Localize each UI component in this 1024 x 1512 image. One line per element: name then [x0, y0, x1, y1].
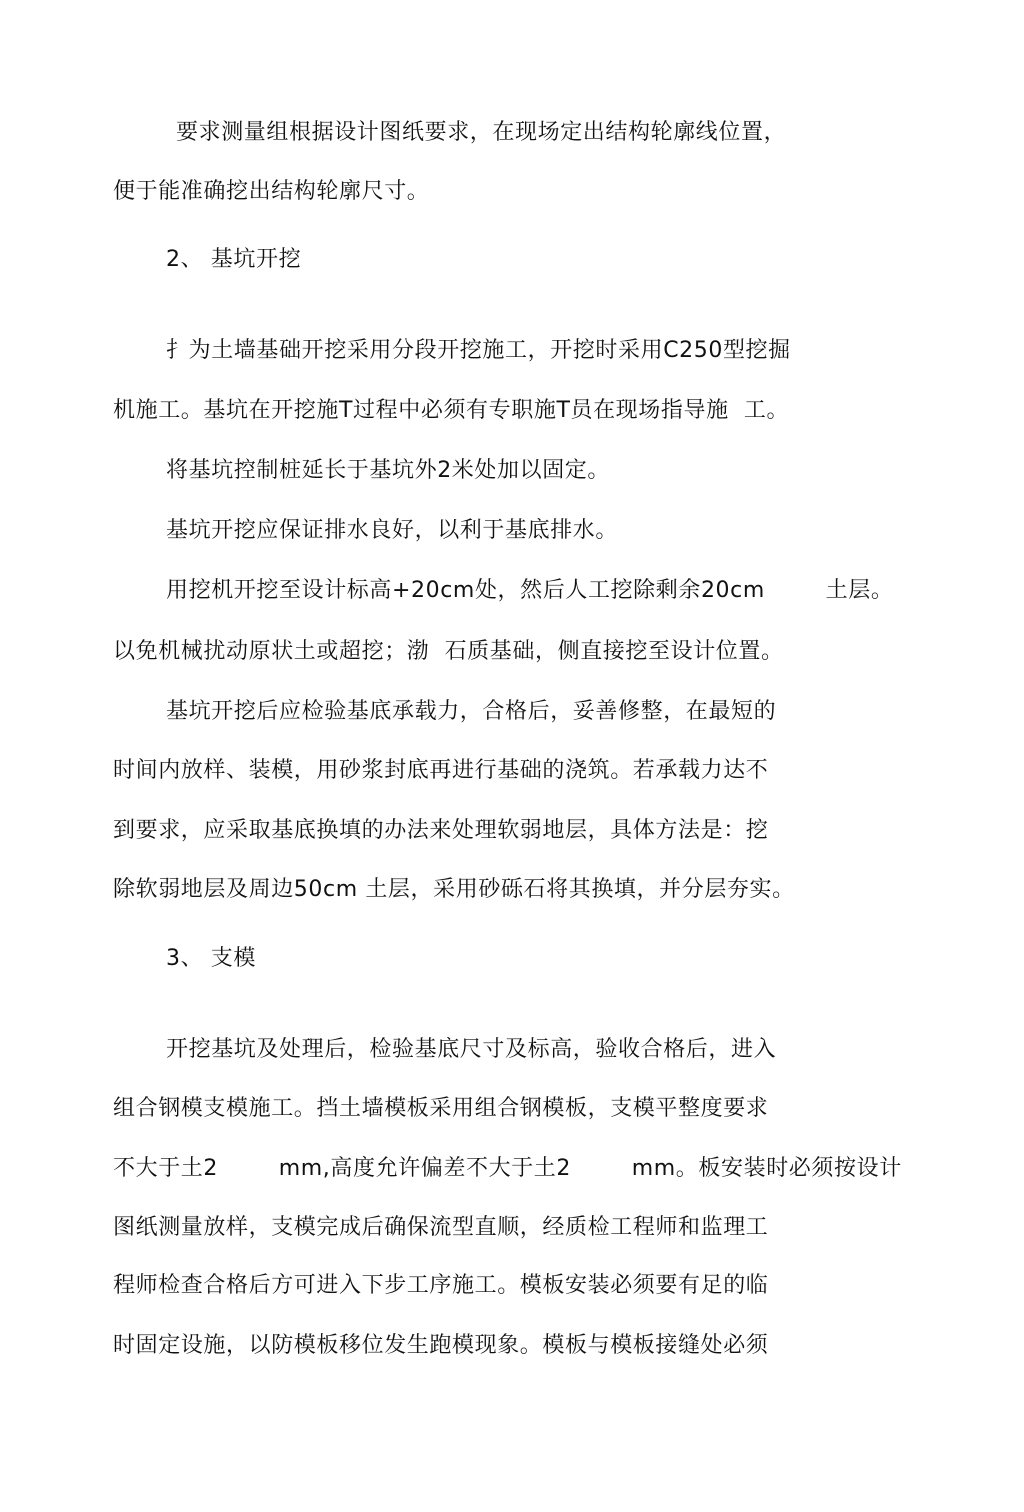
text-line-18: 时固定设施，以防模板移位发生跑模现象。模板与模板接缝处必须 [113, 1333, 769, 1358]
text-line-7: 用挖机开挖至设计标高+20cm处，然后人工挖除剩余20cm 土层。 [166, 578, 894, 603]
text-line-3: 扌为土墙基础开挖采用分段开挖施工，开挖时采用C250型挖掘 [166, 338, 791, 363]
text-line-5: 将基坑控制桩延长于基坑外2米处加以固定。 [166, 458, 610, 483]
section-heading-3: 3、 支模 [166, 946, 256, 971]
text-line-16: 图纸测量放样，支模完成后确保流型直顺，经质检工程师和监理工 [113, 1215, 769, 1240]
text-line-9: 基坑开挖后应检验基底承载力，合格后，妥善修整，在最短的 [166, 699, 777, 724]
text-line-13: 开挖基坑及处理后，检验基底尺寸及标高，验收合格后，进入 [166, 1037, 777, 1062]
text-line-14: 组合钢模支模施工。挡土墙模板采用组合钢模板，支模平整度要求 [113, 1096, 769, 1121]
text-line-10: 时间内放样、装模，用砂浆封底再进行基础的浇筑。若承载力达不 [113, 758, 769, 783]
text-line-11: 到要求，应采取基底换填的办法来处理软弱地层，具体方法是：挖 [113, 818, 769, 843]
section-heading-2: 2、 基坑开挖 [166, 247, 302, 272]
text-line-17: 程师检查合格后方可进入下步工序施工。模板安装必须要有足的临 [113, 1273, 769, 1298]
text-line-12: 除软弱地层及周边50cm 土层，采用砂砾石将其换填，并分层夯实。 [113, 877, 795, 902]
text-line-2: 便于能准确挖出结构轮廓尺寸。 [113, 179, 430, 204]
text-line-1: 要求测量组根据设计图纸要求，在现场定出结构轮廓线位置， [176, 120, 787, 145]
text-line-4: 机施工。基坑在开挖施T过程中必须有专职施T员在现场指导施 工。 [113, 398, 790, 423]
text-line-15: 不大于土2 mm,高度允许偏差不大于土2 mm。板安装时必须按设计 [113, 1156, 902, 1181]
text-line-8: 以免机械扰动原状土或超挖；渤 石质基础，侧直接挖至设计位置。 [113, 639, 784, 664]
text-line-6: 基坑开挖应保证排水良好，以利于基底排水。 [166, 518, 619, 543]
